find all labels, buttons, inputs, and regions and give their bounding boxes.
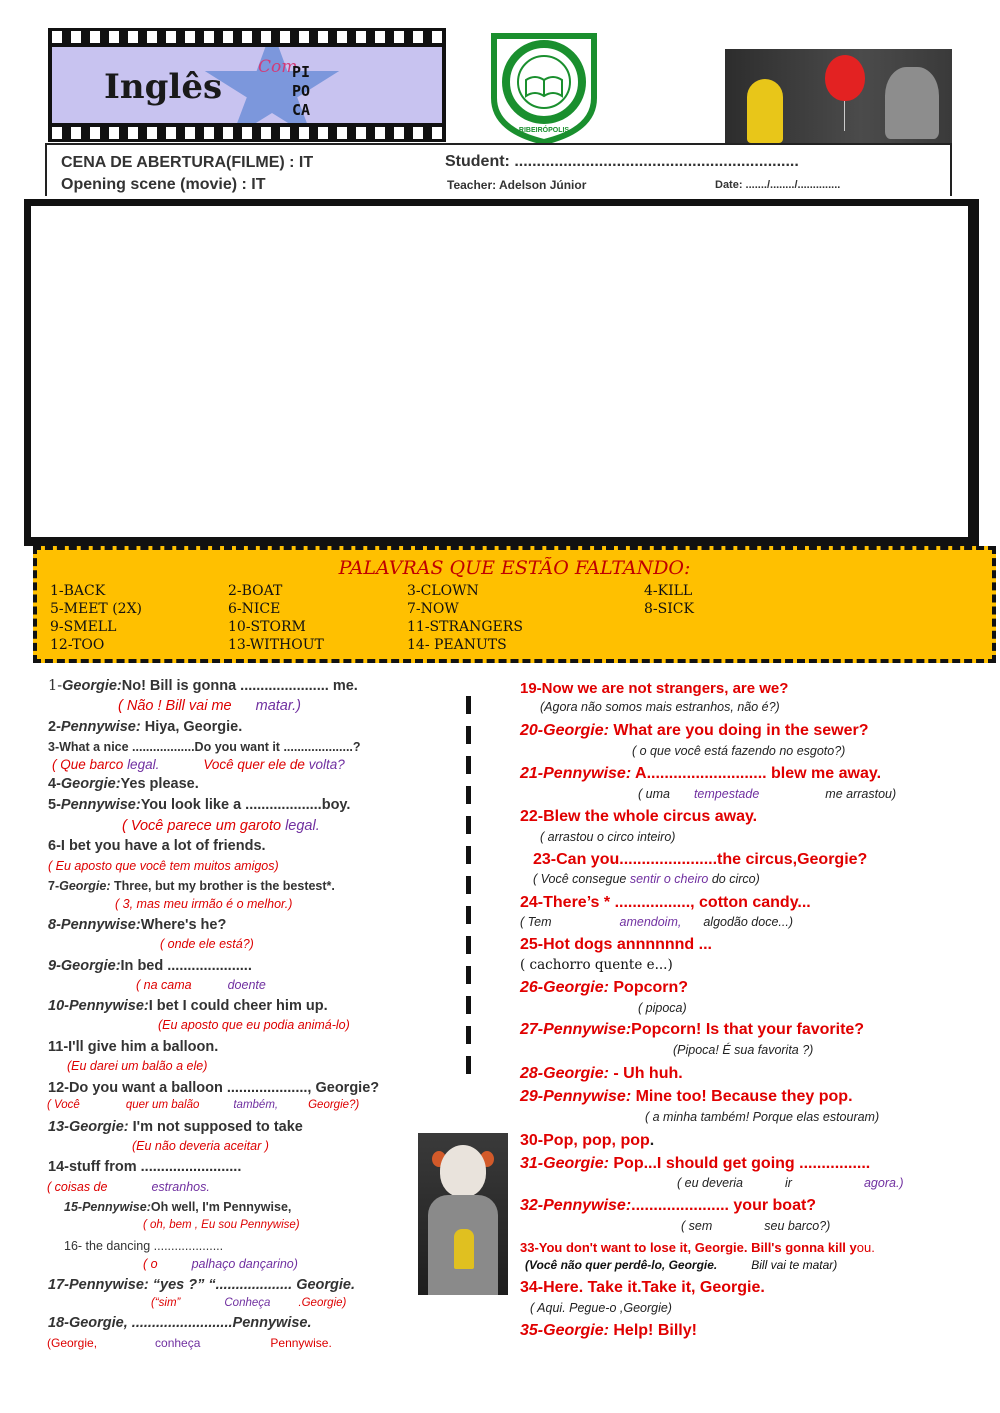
translation-line-22: ( arrastou o circo inteiro) — [540, 830, 676, 844]
dialogue-line-18: 18-Georgie, .........................Pennywise. — [48, 1315, 312, 1331]
dialogue-line-27: 27-Pennywise:Popcorn! Is that your favorite? — [520, 1021, 865, 1038]
translation-line-31: ( eu deveria ir agora.) — [677, 1176, 904, 1190]
dialogue-line-2: 2-Pennywise: Hiya, Georgie. — [48, 719, 243, 735]
dialogue-line-31: 31-Georgie: Pop...I should get going ................ — [520, 1155, 871, 1172]
translation-line-11: (Eu darei um balão a ele) — [67, 1059, 208, 1073]
translation-line-16: ( o palhaço dançarino) — [143, 1257, 298, 1271]
translation-line-15: ( oh, bem , Eu sou Pennywise) — [143, 1219, 300, 1231]
dialogue-line-17: 17-Pennywise: “yes ?” “................... Georgie. — [48, 1277, 356, 1293]
dialogue-line-6: 6-I bet you have a lot of friends. — [48, 838, 266, 854]
logo-pipoca-text: PI PO CA — [292, 63, 311, 119]
header-info-box — [45, 143, 952, 196]
dialogue-line-10: 10-Pennywise:I bet I could cheer him up. — [48, 998, 328, 1014]
translation-line-23: ( Você consegue sentir o cheiro do circo) — [533, 872, 760, 886]
translation-line-17: (“sim” Conheça .Georgie) — [151, 1297, 347, 1309]
translation-line-13: (Eu não deveria aceitar ) — [132, 1139, 269, 1153]
translation-line-19: (Agora não somos mais estranhos, não é?) — [540, 700, 780, 714]
dialogue-line-28: 28-Georgie: - Uh huh. — [520, 1065, 683, 1082]
column-divider — [466, 696, 471, 1086]
dialogue-line-16: 16- the dancing .................... — [64, 1239, 224, 1253]
word-item: 12-TOO — [50, 637, 105, 653]
clown-face — [440, 1145, 486, 1197]
word-item: 9-SMELL — [50, 619, 117, 635]
word-item: 6-NICE — [228, 601, 281, 617]
pennywise-image — [418, 1133, 508, 1295]
clown-figure — [885, 67, 939, 139]
dialogue-line-24: 24-There’s * ................., cotton candy... — [520, 894, 811, 911]
translation-line-1: ( Não ! Bill vai me matar.) — [118, 698, 302, 714]
translation-line-8: ( onde ele está?) — [160, 937, 254, 951]
translation-line-14: ( coisas de estranhos. — [47, 1180, 210, 1194]
title-pt: CENA DE ABERTURA(FILME) : IT — [61, 154, 314, 171]
dialogue-line-13: 13-Georgie: I'm not supposed to take — [48, 1119, 303, 1135]
word-item: 1-BACK — [50, 583, 106, 599]
logo-ingles-text: Inglês — [104, 67, 223, 107]
dialogue-line-20: 20-Georgie: What are you doing in the sewer? — [520, 722, 869, 739]
seal-bottom-text: RIBEIRÓPOLIS — [518, 127, 570, 134]
word-item: 10-STORM — [228, 619, 306, 635]
word-item: 4-KILL — [644, 583, 693, 599]
teacher-label: Teacher: Adelson Júnior — [447, 178, 587, 192]
translation-line-32: ( sem seu barco?) — [681, 1219, 831, 1233]
translation-line-34: ( Aqui. Pegue-o ,Georgie) — [530, 1301, 672, 1315]
dialogue-line-8: 8-Pennywise:Where's he? — [48, 917, 227, 933]
movie-poster-image — [725, 49, 952, 144]
translation-line-9: ( na cama doente — [136, 978, 266, 992]
translation-line-26: ( pipoca) — [638, 1001, 687, 1015]
word-item: 13-WITHOUT — [228, 637, 324, 653]
translation-line-6: ( Eu aposto que você tem muitos amigos) — [48, 859, 279, 873]
translation-line-12: ( Você quer um balão também, Georgie?) — [47, 1099, 360, 1111]
dialogue-line-3: 3-What a nice ..................Do you want it ....................? — [48, 740, 361, 754]
word-bank-title: PALAVRAS QUE ESTÃO FALTANDO: — [338, 557, 691, 579]
video-area[interactable] — [31, 206, 968, 537]
word-item: 8-SICK — [644, 601, 694, 617]
translation-line-29: ( a minha também! Porque elas estouram) — [645, 1110, 880, 1124]
dialogue-line-11: 11-I'll give him a balloon. — [48, 1039, 219, 1055]
dialogue-line-15: 15-Pennywise:Oh well, I'm Pennywise, — [64, 1200, 292, 1214]
dialogue-line-35: 35-Georgie: Help! Billy! — [520, 1322, 697, 1339]
translation-line-18: (Georgie, conheça Pennywise. — [47, 1336, 332, 1350]
ingles-com-pipoca-logo — [48, 28, 446, 142]
dialogue-line-33: 33-You don't want to lose it, Georgie. Bill's gonna kill you. — [520, 1240, 875, 1255]
video-player[interactable] — [24, 199, 979, 546]
translation-line-7: ( 3, mas meu irmão é o melhor.) — [115, 897, 293, 911]
red-balloon-icon — [825, 55, 865, 101]
student-field[interactable]: Student: ................................................................ — [445, 153, 799, 170]
word-item: 11-STRANGERS — [407, 619, 523, 635]
word-item: 2-BOAT — [228, 583, 283, 599]
dialogue-line-9: 9-Georgie:In bed ..................... — [48, 958, 252, 974]
title-en: Opening scene (movie) : IT — [61, 176, 266, 193]
word-item: 7-NOW — [407, 601, 459, 617]
date-field[interactable]: Date: ......./......../.............. — [715, 179, 841, 191]
dialogue-line-1: 1-Georgie:No! Bill is gonna ...................... me. — [48, 678, 358, 694]
dialogue-line-19: 19-Now we are not strangers, are we? — [520, 680, 789, 697]
school-seal-logo — [484, 28, 604, 144]
translation-line-20: ( o que você está fazendo no esgoto?) — [632, 744, 846, 758]
word-item: 3-CLOWN — [407, 583, 479, 599]
word-item: 5-MEET (2X) — [50, 601, 142, 617]
georgie-figure — [747, 79, 783, 143]
logo-frame — [52, 47, 442, 123]
dialogue-line-7: 7-Georgie: Three, but my brother is the bestest*. — [48, 879, 335, 893]
film-holes-bottom — [52, 127, 442, 139]
translation-line-21: ( uma tempestade me arrastou) — [638, 787, 897, 801]
translation-line-27: (Pipoca! É sua favorita ?) — [673, 1043, 814, 1057]
logo-com-text: Com — [258, 57, 298, 77]
translation-line-3: ( Que barco legal. Você quer ele de volta? — [52, 757, 345, 772]
translation-line-10: (Eu aposto que eu podia animá-lo) — [158, 1018, 350, 1032]
dialogue-line-29: 29-Pennywise: Mine too! Because they pop. — [520, 1088, 853, 1105]
word-item: 14- PEANUTS — [407, 637, 507, 653]
dialogue-line-26: 26-Georgie: Popcorn? — [520, 979, 689, 996]
dialogue-line-34: 34-Here. Take it.Take it, Georgie. — [520, 1279, 765, 1296]
film-holes-top — [52, 31, 442, 43]
dialogue-line-32: 32-Pennywise:...................... your boat? — [520, 1197, 817, 1214]
dialogue-line-14: 14-stuff from ......................... — [48, 1159, 242, 1175]
dialogue-line-22: 22-Blew the whole circus away. — [520, 808, 758, 825]
dialogue-line-21: 21-Pennywise: A........................... blew me away. — [520, 765, 882, 782]
dialogue-line-12: 12-Do you want a balloon ...................., Georgie? — [48, 1080, 380, 1096]
translation-line-33: (Você não quer perdê-lo, Georgie. Bill vai te matar) — [525, 1258, 838, 1272]
lesson-title — [61, 152, 313, 196]
translation-line-25: ( cachorro quente e...) — [520, 957, 673, 973]
translation-line-5: ( Você parece um garoto legal. — [122, 818, 320, 834]
dialogue-line-4: 4-Georgie:Yes please. — [48, 776, 199, 792]
translation-line-24: ( Tem amendoim, algodão doce...) — [520, 915, 793, 929]
dialogue-line-30: 30-Pop, pop, pop. — [520, 1132, 655, 1149]
word-bank — [33, 546, 996, 663]
dialogue-line-23: 23-Can you......................the circus,Georgie? — [533, 851, 868, 868]
dialogue-line-5: 5-Pennywise:You look like a ...................boy. — [48, 797, 351, 813]
dialogue-line-25: 25-Hot dogs annnnnnd ... — [520, 936, 712, 953]
